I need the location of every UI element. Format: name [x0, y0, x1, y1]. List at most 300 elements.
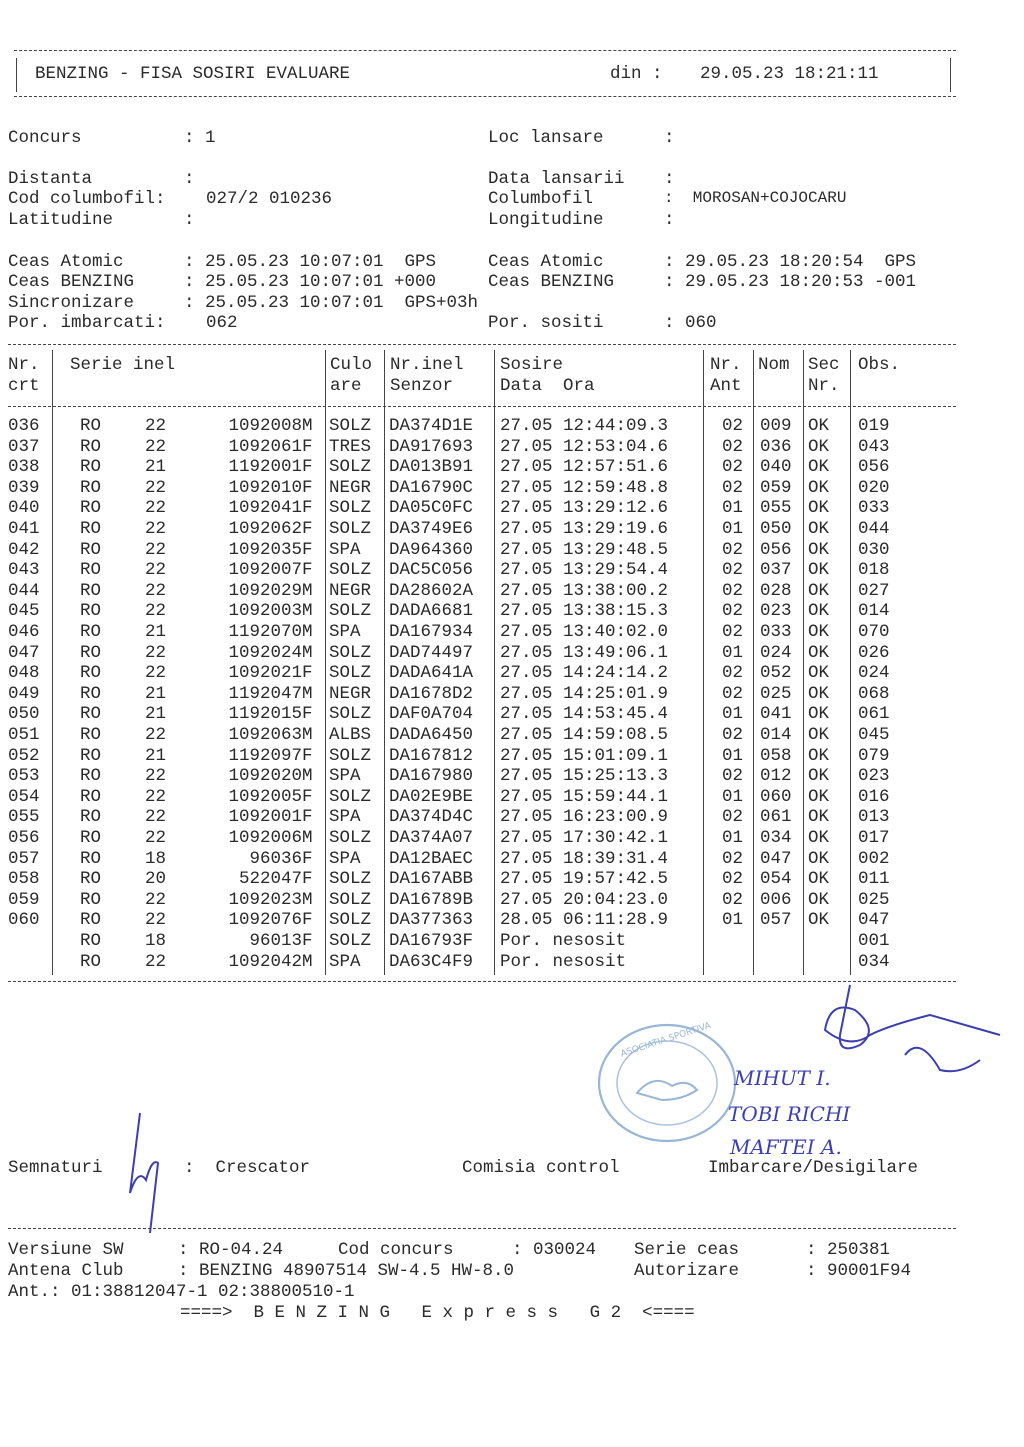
cell-obs: 068: [858, 683, 890, 704]
cell-an: 22: [145, 436, 167, 457]
cell-nom: 023: [760, 601, 792, 622]
table-row: [0, 560, 960, 581]
ceas-atomic-left-label: Ceas Atomic: [8, 252, 124, 272]
cell-nom: 057: [760, 910, 792, 931]
cell-sex: M: [302, 642, 313, 663]
cell-an: 22: [145, 477, 167, 498]
cell-an: 22: [145, 951, 167, 972]
cell-culo: NEGR: [329, 580, 372, 601]
cell-nom: 047: [760, 848, 792, 869]
cell-an: 22: [145, 539, 167, 560]
footer-top-border: [8, 1228, 956, 1229]
cell-sec: OK: [808, 580, 830, 601]
cell-tara: RO: [80, 683, 102, 704]
ceas-benzing-left-value: : 25.05.23 10:07:01 +000: [184, 272, 437, 292]
cell-sosire: 27.05 13:29:12.6: [500, 498, 669, 519]
cell-culo: SOLZ: [329, 416, 372, 436]
cell-an: 22: [145, 828, 167, 848]
cell-sec: OK: [808, 622, 830, 642]
longitudine-value: :: [664, 210, 675, 230]
cell-culo: SPA: [329, 622, 361, 642]
cell-an: 21: [145, 457, 167, 478]
cell-tara: RO: [80, 910, 102, 931]
cell-senzor: DADA6450: [389, 725, 474, 745]
table-row: [0, 807, 960, 828]
cell-culo: SOLZ: [329, 519, 372, 539]
cell-nr: 045: [8, 601, 40, 622]
table-row: [0, 643, 960, 664]
cell-an: 22: [145, 642, 167, 663]
header-nr-ant: Nr.: [710, 355, 742, 375]
cell-inel: 1092006: [228, 828, 302, 848]
cell-sosire: 27.05 13:38:00.2: [500, 580, 669, 601]
cell-ant: 01: [722, 786, 744, 807]
cell-obs: 016: [858, 786, 890, 807]
cell-culo: SPA: [329, 951, 361, 972]
din-value: 29.05.23 18:21:11: [700, 64, 879, 84]
cell-obs: 079: [858, 745, 890, 766]
cell-senzor: DA013B91: [389, 457, 474, 478]
cell-inel: 522047: [238, 869, 302, 890]
cell-tara: RO: [80, 766, 102, 787]
cell-tara: RO: [80, 951, 102, 972]
cell-obs: 027: [858, 580, 890, 601]
cell-an: 22: [145, 416, 167, 436]
cell-sosire: 27.05 13:29:19.6: [500, 519, 669, 539]
cell-nom: 060: [760, 786, 792, 807]
cell-nom: 041: [760, 704, 792, 725]
cell-nom: 056: [760, 539, 792, 560]
cell-ant: 02: [722, 889, 744, 910]
ceas-atomic-left-value: : 25.05.23 10:07:01 GPS: [184, 252, 437, 272]
cell-ant: 02: [722, 601, 744, 622]
cell-sosire: 27.05 15:25:13.3: [500, 766, 669, 787]
cell-tara: RO: [80, 869, 102, 890]
cell-inel: 1092001: [228, 807, 302, 828]
cell-sec: OK: [808, 416, 830, 436]
cell-nom: 055: [760, 498, 792, 519]
cell-senzor: DA16789B: [389, 889, 474, 910]
cell-ant: 01: [722, 498, 744, 519]
cell-tara: RO: [80, 725, 102, 745]
cell-nom: 058: [760, 745, 792, 766]
cell-ant: 02: [722, 436, 744, 457]
cell-obs: 070: [858, 622, 890, 642]
cell-tara: RO: [80, 622, 102, 642]
cod-concurs-label: Cod concurs: [338, 1240, 454, 1260]
cell-an: 22: [145, 580, 167, 601]
header-crt: crt: [8, 376, 40, 396]
cell-ant: 02: [722, 848, 744, 869]
table-row: [0, 787, 960, 808]
cell-senzor: DA374D1E: [389, 416, 474, 436]
header-bottom-border: [14, 96, 956, 97]
cell-nr: 053: [8, 766, 40, 787]
cell-ant: 02: [722, 807, 744, 828]
cell-an: 18: [145, 931, 167, 951]
cell-sosire: 27.05 13:38:15.3: [500, 601, 669, 622]
cell-sosire: 27.05 12:59:48.8: [500, 477, 669, 498]
cell-sec: OK: [808, 910, 830, 931]
header-data-ora: Data Ora: [500, 376, 595, 396]
ceas-atomic-right-value: : 29.05.23 18:20:54 GPS: [664, 252, 917, 272]
cell-inel: 1092005: [228, 786, 302, 807]
table-row: [0, 416, 960, 437]
cell-ant: 02: [722, 580, 744, 601]
cell-obs: 033: [858, 498, 890, 519]
cell-sosire: 27.05 12:44:09.3: [500, 416, 669, 436]
cell-tara: RO: [80, 477, 102, 498]
serie-ceas-value: : 250381: [806, 1240, 891, 1260]
cell-senzor: DADA6681: [389, 601, 474, 622]
cell-senzor: DAD74497: [389, 642, 474, 663]
cell-sex: F: [302, 436, 313, 457]
table-row: [0, 910, 960, 931]
cell-ant: 02: [722, 560, 744, 581]
benzing-brand: ====> B E N Z I N G E x p r e s s G 2 <====: [180, 1303, 695, 1323]
cell-culo: SOLZ: [329, 828, 372, 848]
cell-nr: 052: [8, 745, 40, 766]
table-row: [0, 498, 960, 519]
cell-sosire: 27.05 15:59:44.1: [500, 786, 669, 807]
cell-culo: SOLZ: [329, 560, 372, 581]
handwritten-name-1: MIHUT I.: [734, 1066, 831, 1090]
cell-nom: 059: [760, 477, 792, 498]
cell-ant: 02: [722, 725, 744, 745]
cell-sosire: 27.05 13:40:02.0: [500, 622, 669, 642]
cell-senzor: DA167ABB: [389, 869, 474, 890]
cell-culo: SOLZ: [329, 786, 372, 807]
cell-obs: 014: [858, 601, 890, 622]
cell-sex: M: [302, 889, 313, 910]
cell-sosire: 27.05 14:59:08.5: [500, 725, 669, 745]
concurs-label: Concurs: [8, 128, 82, 148]
cell-obs: 023: [858, 766, 890, 787]
cell-nr: 054: [8, 786, 40, 807]
cell-inel: 1192070: [228, 622, 302, 642]
cell-obs: 026: [858, 642, 890, 663]
table-row: [0, 725, 960, 746]
cell-sosire: 27.05 14:25:01.9: [500, 683, 669, 704]
cell-inel: 1092020: [228, 766, 302, 787]
cell-nr: 037: [8, 436, 40, 457]
autorizare-label: Autorizare: [634, 1261, 740, 1281]
cell-obs: 034: [858, 951, 890, 972]
table-row: [0, 766, 960, 787]
cell-sosire: 27.05 20:04:23.0: [500, 889, 669, 910]
cell-inel: 1092007: [228, 560, 302, 581]
cell-nr: 044: [8, 580, 40, 601]
cell-obs: 056: [858, 457, 890, 478]
cell-sex: M: [302, 601, 313, 622]
semnaturi-label: Semnaturi: [8, 1158, 103, 1178]
cell-nr: 050: [8, 704, 40, 725]
cell-senzor: DA02E9BE: [389, 786, 474, 807]
cell-sosire: 27.05 19:57:42.5: [500, 869, 669, 890]
cell-sec: OK: [808, 498, 830, 519]
antena-label: Antena Club: [8, 1261, 124, 1281]
cell-tara: RO: [80, 539, 102, 560]
cell-senzor: DA917693: [389, 436, 474, 457]
cell-sex: M: [302, 683, 313, 704]
cell-inel: 1092003: [228, 601, 302, 622]
cell-nom: 024: [760, 642, 792, 663]
cell-ant: 01: [722, 642, 744, 663]
cell-inel: 1092041: [228, 498, 302, 519]
cell-nom: 033: [760, 622, 792, 642]
header-sec-nr: Nr.: [808, 376, 840, 396]
cell-sec: OK: [808, 457, 830, 478]
cell-tara: RO: [80, 931, 102, 951]
cell-senzor: DA05C0FC: [389, 498, 474, 519]
cell-nr: 046: [8, 622, 40, 642]
crescator-label: : Crescator: [184, 1158, 311, 1178]
cell-senzor: DA374A07: [389, 828, 474, 848]
cell-culo: SPA: [329, 807, 361, 828]
cell-nom: 006: [760, 889, 792, 910]
cell-nom: 040: [760, 457, 792, 478]
table-row: [0, 601, 960, 622]
cell-obs: 025: [858, 889, 890, 910]
cell-nr: 038: [8, 457, 40, 478]
signature-crescator: [108, 1108, 168, 1238]
cell-obs: 017: [858, 828, 890, 848]
table-row: [0, 746, 960, 767]
cell-nr: 051: [8, 725, 40, 745]
cell-culo: NEGR: [329, 683, 372, 704]
cell-inel: 1092062: [228, 519, 302, 539]
cell-inel: 1092021: [228, 663, 302, 684]
cell-culo: SPA: [329, 766, 361, 787]
cell-nr: 057: [8, 848, 40, 869]
cell-inel: 1192015: [228, 704, 302, 725]
cell-obs: 018: [858, 560, 890, 581]
cell-ant: 01: [722, 828, 744, 848]
cell-nom: 036: [760, 436, 792, 457]
cell-nom: 025: [760, 683, 792, 704]
cell-obs: 045: [858, 725, 890, 745]
cell-culo: SOLZ: [329, 663, 372, 684]
cell-an: 18: [145, 848, 167, 869]
cell-sec: OK: [808, 807, 830, 828]
table-row: [0, 519, 960, 540]
serie-ceas-label: Serie ceas: [634, 1240, 740, 1260]
cell-senzor: DA167812: [389, 745, 474, 766]
page-title: BENZING - FISA SOSIRI EVALUARE: [35, 64, 351, 84]
cell-culo: SOLZ: [329, 931, 372, 951]
cell-senzor: DA964360: [389, 539, 474, 560]
versiune-value: : RO-04.24: [178, 1240, 284, 1260]
cell-sex: F: [302, 539, 313, 560]
cell-sosire: 28.05 06:11:28.9: [500, 910, 669, 931]
cell-sec: OK: [808, 889, 830, 910]
cod-columbofil-label: Cod columbofil:: [8, 189, 166, 209]
table-header-border: [8, 406, 956, 407]
cell-obs: 002: [858, 848, 890, 869]
cell-nom: 052: [760, 663, 792, 684]
cell-an: 22: [145, 807, 167, 828]
cell-nr: 058: [8, 869, 40, 890]
cell-sosire: Por. nesosit: [500, 931, 627, 951]
cell-sex: M: [302, 828, 313, 848]
cell-sex: F: [302, 869, 313, 890]
cell-an: 22: [145, 766, 167, 787]
cell-tara: RO: [80, 436, 102, 457]
antena-value: : BENZING 48907514 SW-4.5 HW-8.0: [178, 1261, 515, 1281]
antena-line: Ant.: 01:38812047-1 02:38800510-1: [8, 1282, 355, 1302]
cell-sec: OK: [808, 663, 830, 684]
cell-inel: 1092029: [228, 580, 302, 601]
cell-culo: SOLZ: [329, 910, 372, 931]
cell-tara: RO: [80, 828, 102, 848]
cell-nom: 034: [760, 828, 792, 848]
table-row: [0, 952, 960, 973]
cell-tara: RO: [80, 580, 102, 601]
cell-sex: F: [302, 745, 313, 766]
cell-nom: 054: [760, 869, 792, 890]
cell-culo: SOLZ: [329, 457, 372, 478]
din-label: din :: [610, 64, 663, 84]
cell-sex: F: [302, 477, 313, 498]
cell-ant: 02: [722, 683, 744, 704]
cell-sex: F: [302, 848, 313, 869]
table-row: [0, 478, 960, 499]
cell-an: 21: [145, 622, 167, 642]
cell-obs: 019: [858, 416, 890, 436]
distanta-label: Distanta: [8, 169, 93, 189]
header-sec: Sec: [808, 355, 840, 375]
ceas-benzing-left-label: Ceas BENZING: [8, 272, 135, 292]
cell-sosire: 27.05 15:01:09.1: [500, 745, 669, 766]
cell-sex: F: [302, 704, 313, 725]
cell-senzor: DA16790C: [389, 477, 474, 498]
cell-nr: 039: [8, 477, 40, 498]
cell-senzor: DAC5C056: [389, 560, 474, 581]
cell-nom: 050: [760, 519, 792, 539]
sincronizare-label: Sincronizare: [8, 293, 135, 313]
cell-tara: RO: [80, 560, 102, 581]
cell-ant: 01: [722, 745, 744, 766]
cell-sec: OK: [808, 766, 830, 787]
cell-an: 21: [145, 683, 167, 704]
cell-sosire: 27.05 13:29:54.4: [500, 560, 669, 581]
cell-ant: 02: [722, 869, 744, 890]
cell-nr: 043: [8, 560, 40, 581]
cell-nom: 061: [760, 807, 792, 828]
cod-concurs-value: : 030024: [512, 1240, 597, 1260]
cell-culo: SOLZ: [329, 642, 372, 663]
cell-sex: F: [302, 560, 313, 581]
table-row: [0, 828, 960, 849]
cell-culo: SOLZ: [329, 869, 372, 890]
cell-senzor: DA63C4F9: [389, 951, 474, 972]
cell-an: 22: [145, 725, 167, 745]
header-ant: Ant: [710, 376, 742, 396]
table-row: [0, 931, 960, 952]
latitudine-label: Latitudine: [8, 210, 114, 230]
cell-obs: 020: [858, 477, 890, 498]
cell-sosire: 27.05 12:57:51.6: [500, 457, 669, 478]
cell-an: 21: [145, 704, 167, 725]
cell-culo: SOLZ: [329, 704, 372, 725]
header-obs: Obs.: [858, 355, 901, 375]
header-nom: Nom: [758, 355, 790, 375]
sincronizare-value: : 25.05.23 10:07:01 GPS+03h: [184, 293, 479, 313]
cell-sex: M: [302, 725, 313, 745]
header-left-border: [16, 58, 17, 92]
cell-senzor: DA12BAEC: [389, 848, 474, 869]
header-top-border: [14, 50, 956, 51]
cell-sex: M: [302, 951, 313, 972]
cell-nom: 028: [760, 580, 792, 601]
cell-senzor: DA167934: [389, 622, 474, 642]
handwritten-name-2: TOBI RICHI: [728, 1102, 851, 1126]
cell-sosire: 27.05 17:30:42.1: [500, 828, 669, 848]
cell-obs: 044: [858, 519, 890, 539]
cell-nom: 009: [760, 416, 792, 436]
header-culo: Culo: [330, 355, 373, 375]
cell-sec: OK: [808, 477, 830, 498]
cell-culo: SPA: [329, 848, 361, 869]
por-sositi-label: Por. sositi: [488, 313, 604, 333]
cell-senzor: DADA641A: [389, 663, 474, 684]
cell-sec: OK: [808, 725, 830, 745]
cell-senzor: DA167980: [389, 766, 474, 787]
cod-columbofil-value: 027/2 010236: [206, 189, 333, 209]
cell-tara: RO: [80, 663, 102, 684]
cell-sec: OK: [808, 869, 830, 890]
cell-nr: 042: [8, 539, 40, 560]
stamp-text: ASOCIATIA SPORTIVA: [619, 1020, 713, 1060]
cell-obs: 047: [858, 910, 890, 931]
table-row: [0, 437, 960, 458]
cell-senzor: DA28602A: [389, 580, 474, 601]
cell-sec: OK: [808, 519, 830, 539]
cell-nom: 037: [760, 560, 792, 581]
cell-tara: RO: [80, 642, 102, 663]
cell-inel: 1092023: [228, 889, 302, 910]
ceas-benzing-right-label: Ceas BENZING: [488, 272, 615, 292]
table-row: [0, 684, 960, 705]
cell-inel: 1092010: [228, 477, 302, 498]
table-row: [0, 622, 960, 643]
cell-sec: OK: [808, 848, 830, 869]
cell-nr: 048: [8, 663, 40, 684]
cell-senzor: DA374D4C: [389, 807, 474, 828]
cell-sosire: 27.05 18:39:31.4: [500, 848, 669, 869]
ceas-atomic-right-label: Ceas Atomic: [488, 252, 604, 272]
cell-senzor: DA3749E6: [389, 519, 474, 539]
table-row: [0, 581, 960, 602]
concurs-value: : 1: [184, 128, 216, 148]
cell-sex: F: [302, 519, 313, 539]
cell-nr: 059: [8, 889, 40, 910]
cell-sex: F: [302, 786, 313, 807]
cell-an: 21: [145, 745, 167, 766]
cell-an: 22: [145, 910, 167, 931]
cell-an: 22: [145, 519, 167, 539]
distanta-value: :: [184, 169, 195, 189]
cell-nr: 055: [8, 807, 40, 828]
cell-sex: M: [302, 622, 313, 642]
cell-nr: 047: [8, 642, 40, 663]
table-row: [0, 704, 960, 725]
cell-inel: 96036: [249, 848, 302, 869]
cell-an: 22: [145, 560, 167, 581]
cell-obs: 061: [858, 704, 890, 725]
cell-inel: 1192047: [228, 683, 302, 704]
cell-culo: SPA: [329, 539, 361, 560]
